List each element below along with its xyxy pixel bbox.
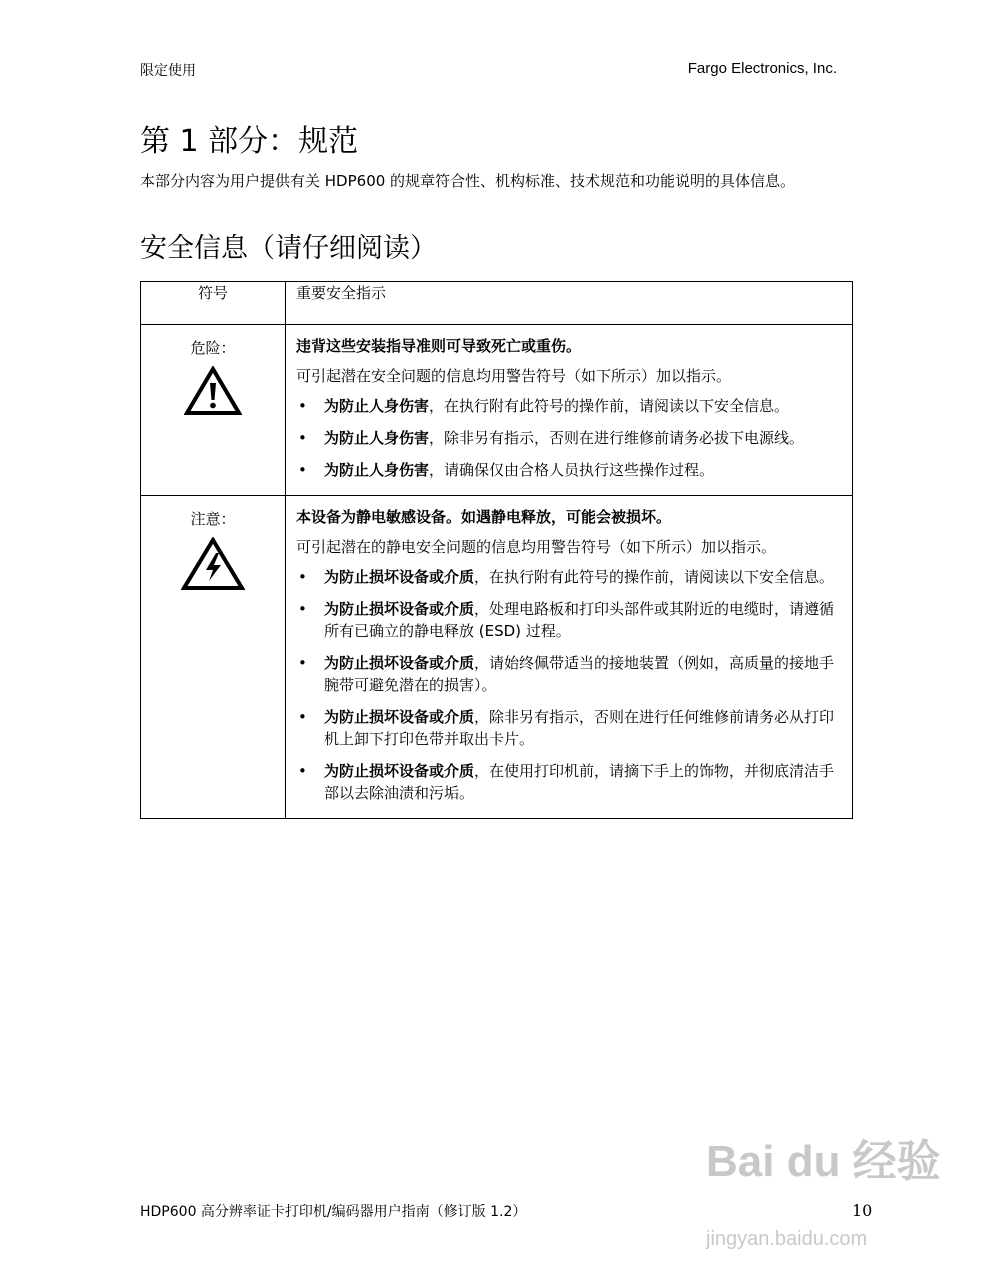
safety-title: 安全信息（请仔细阅读） — [140, 233, 437, 264]
danger-symbol-cell — [141, 325, 286, 496]
danger-sub: 可引起潜在安全问题的信息均用警告符号（如下所示）加以指示。 — [296, 367, 732, 385]
danger-row — [141, 325, 853, 496]
watermark-url: jingyan.baidu.com — [706, 1228, 868, 1250]
list-item: • 为防止损坏设备或介质，除非另有指示，否则在进行任何维修前请务必从打印机上卸下打印色带并取出卡片。 — [298, 708, 835, 748]
caution-instructions-cell — [286, 496, 853, 819]
header-right: Fargo Electronics, Inc. — [687, 60, 837, 77]
list-item: • 为防止损坏设备或介质，在执行附有此符号的操作前，请阅读以下安全信息。 — [298, 568, 835, 586]
safety-table — [140, 281, 853, 819]
danger-label: 危险： — [190, 339, 236, 357]
list-item: • 为防止损坏设备或介质，请始终佩带适当的接地装置（例如，高质量的接地手腕带可避免潜在的损害）。 — [298, 654, 835, 694]
caution-symbol-cell — [141, 496, 286, 819]
col-instructions-header: 重要安全指示 — [286, 282, 853, 325]
header-left: 限定使用 — [140, 63, 196, 79]
footer-title: HDP600 高分辨率证卡打印机/编码器用户指南（修订版 1.2） — [140, 1204, 527, 1220]
list-item: • 为防止人身伤害，除非另有指示，否则在进行维修前请务必拔下电源线。 — [298, 429, 805, 447]
list-item: • 为防止人身伤害，请确保仅由合格人员执行这些操作过程。 — [298, 461, 715, 479]
list-item: • 为防止人身伤害，在执行附有此符号的操作前，请阅读以下安全信息。 — [298, 397, 790, 415]
page-number: 10 — [852, 1201, 873, 1220]
exclamation-warning-icon — [184, 366, 242, 416]
danger-lead: 违背这些安装指导准则可导致死亡或重伤。 — [296, 337, 582, 355]
baidu-watermark — [706, 1137, 946, 1260]
intro-paragraph: 本部分内容为用户提供有关 HDP600 的规章符合性、机构标准、技术规范和功能说明的具体信息。 — [140, 172, 796, 190]
caution-lead: 本设备为静电敏感设备。如遇静电释放，可能会被损坏。 — [296, 508, 672, 526]
caution-label: 注意： — [190, 510, 236, 528]
section-title: 第 1 部分：规范 — [140, 124, 359, 159]
caution-sub: 可引起潜在的静电安全问题的信息均用警告符号（如下所示）加以指示。 — [296, 538, 777, 556]
col-symbol-header: 符号 — [141, 282, 286, 325]
list-item: • 为防止损坏设备或介质，处理电路板和打印头部件或其附近的电缆时，请遵循所有已确立的静电释放 (ESD) 过程。 — [298, 600, 835, 640]
list-item: • 为防止损坏设备或介质，在使用打印机前，请摘下手上的饰物，并彻底清洁手部以去除油渍和污垢。 — [298, 762, 835, 802]
caution-row — [141, 496, 853, 819]
watermark-logo: Bai du 经验 — [706, 1137, 941, 1186]
table-header-row — [141, 282, 853, 325]
danger-instructions-cell — [286, 325, 853, 496]
electrostatic-warning-icon — [181, 537, 245, 591]
